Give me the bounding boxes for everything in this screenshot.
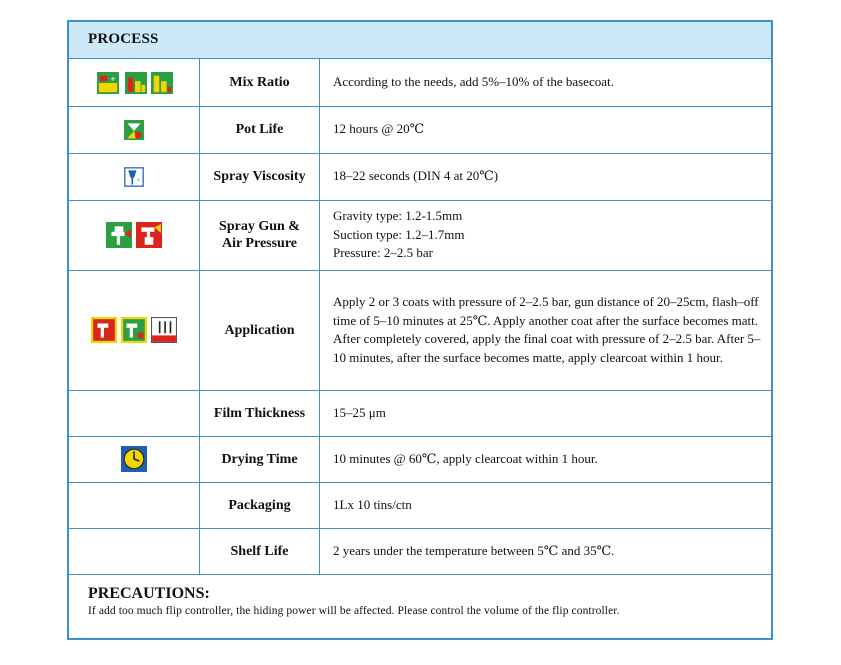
- row-mix-ratio: [69, 59, 771, 107]
- icon-cell: [69, 482, 200, 528]
- process-title: PROCESS: [88, 31, 159, 47]
- viscosity-cup-icon: [124, 166, 144, 188]
- row-spray-viscosity: [69, 153, 771, 201]
- row-label: Shelf Life: [200, 528, 320, 574]
- icon-cell: [69, 106, 200, 153]
- icon-cell: [69, 153, 200, 200]
- row-label: Application: [200, 270, 320, 390]
- row-value: 2 years under the temperature between 5℃ and 35℃.: [333, 542, 615, 558]
- row-value: 10 minutes @ 60℃, apply clearcoat within 1 hour.: [333, 450, 598, 466]
- process-header: [69, 22, 771, 59]
- precautions-text: If add too much flip controller, the hiding power will be affected. Please control the volume of the flip controller.: [88, 605, 620, 617]
- mix-ratio-icon-2: [125, 72, 147, 94]
- suction-spray-gun-icon: [136, 222, 162, 248]
- spray-coats-icon: [91, 317, 117, 343]
- icon-cell: [69, 436, 200, 482]
- row-label: Film Thickness: [200, 390, 320, 436]
- row-value: According to the needs, add 5%–10% of the basecoat.: [333, 74, 614, 90]
- icon-cell: [69, 59, 200, 106]
- row-label: Mix Ratio: [200, 59, 320, 106]
- pot-life-icon: [124, 119, 144, 141]
- row-pot-life: [69, 106, 771, 154]
- row-label: Spray Viscosity: [200, 153, 320, 200]
- row-application: [69, 270, 771, 391]
- row-value: 1Lx 10 tins/ctn: [333, 496, 412, 512]
- icon-cell: [69, 390, 200, 436]
- row-spray-gun-air-pressure: [69, 200, 771, 271]
- row-label: Spray Gun & Air Pressure: [200, 200, 320, 270]
- row-value: 18–22 seconds (DIN 4 at 20℃): [333, 168, 499, 184]
- icon-cell: [69, 270, 200, 390]
- svg-text:s: s: [137, 176, 140, 182]
- row-value: Apply 2 or 3 coats with pressure of 2–2.5 bar, gun distance of 20–25cm, flash–off time of 5–10 minutes at 25℃. Apply another coat after the surface becomes matt. After completely covered, apply the final coat with pressure of 2–2.5 bar. After 5–10 minutes, after the surface becomes matte, apply clearcoat within 1 hour.: [333, 294, 761, 365]
- row-value: Gravity type: 1.2-1.5mm Suction type: 1.2–1.7mm Pressure: 2–2.5 bar: [333, 208, 465, 261]
- mix-ratio-icon-3: [151, 72, 173, 94]
- process-sheet: [67, 20, 773, 640]
- row-label: Pot Life: [200, 106, 320, 153]
- final-coat-icon: [151, 317, 177, 343]
- gravity-spray-gun-icon: [106, 222, 132, 248]
- row-shelf-life: [69, 528, 771, 575]
- row-label: Packaging: [200, 482, 320, 528]
- precautions-title: PRECAUTIONS:: [88, 585, 210, 602]
- row-value: 12 hours @ 20℃: [333, 121, 425, 137]
- flash-off-icon: [121, 317, 147, 343]
- row-label: Drying Time: [200, 436, 320, 482]
- clock-icon: [121, 446, 147, 472]
- row-value: 15–25 μm: [333, 404, 386, 420]
- svg-text:+: +: [109, 73, 116, 83]
- row-drying-time: [69, 436, 771, 483]
- icon-cell: [69, 528, 200, 574]
- row-film-thickness: [69, 390, 771, 437]
- mix-ratio-icon-1: [95, 72, 121, 94]
- row-packaging: [69, 482, 771, 529]
- icon-cell: [69, 200, 200, 270]
